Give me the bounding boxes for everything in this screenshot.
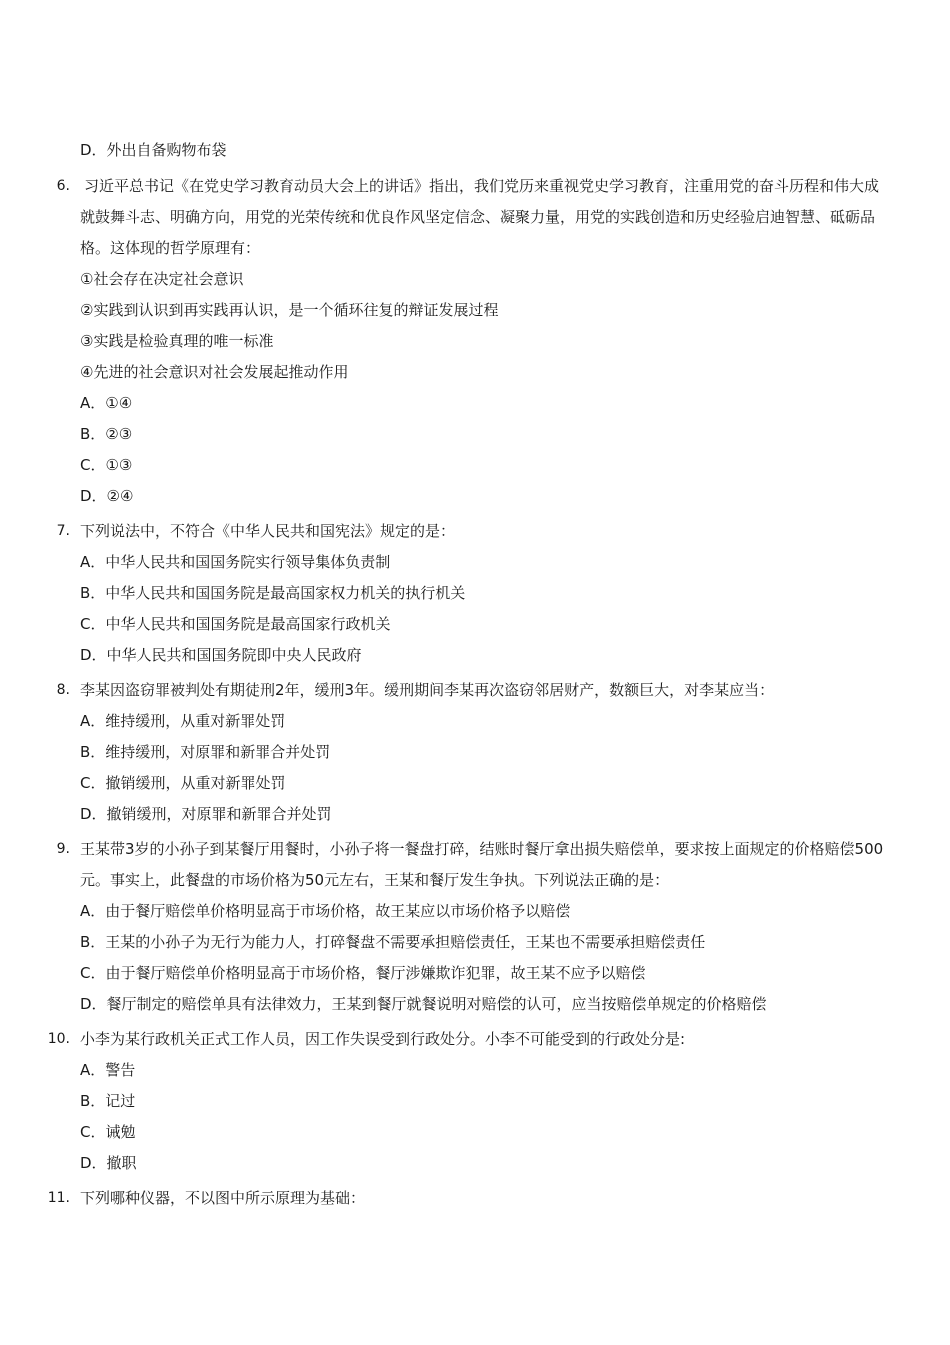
q6-statement-3: ③实践是检验真理的唯一标准 bbox=[80, 332, 274, 350]
q8-number: 8. bbox=[56, 682, 70, 698]
q6-statement-1: ①社会存在决定社会意识 bbox=[80, 270, 244, 288]
q6-option-c: C．①③ bbox=[80, 456, 133, 474]
q11-number: 11. bbox=[47, 1190, 70, 1206]
q6-number: 6. bbox=[56, 178, 70, 194]
q7-option-c: C．中华人民共和国国务院是最高国家行政机关 bbox=[80, 615, 391, 633]
q9-stem-line-2: 元。事实上，此餐盘的市场价格为50元左右，王某和餐厅发生争执。下列说法正确的是： bbox=[80, 871, 670, 889]
q6-stem-line-2: 就鼓舞斗志、明确方向，用党的光荣传统和优良作风坚定信念、凝聚力量，用党的实践创造和历史经验启迪智慧、砥砺品 bbox=[80, 208, 876, 226]
q9-option-a: A．由于餐厅赔偿单价格明显高于市场价格，故王某应以市场价格予以赔偿 bbox=[80, 902, 571, 920]
q6-statement-4: ④先进的社会意识对社会发展起推动作用 bbox=[80, 363, 349, 381]
q7-number: 7. bbox=[56, 523, 70, 539]
q9-option-b: B．王某的小孙子为无行为能力人，打碎餐盘不需要承担赔偿责任，王某也不需要承担赔偿责任 bbox=[80, 933, 706, 951]
q8-option-c: C．撤销缓刑，从重对新罪处罚 bbox=[80, 774, 286, 792]
q10-stem: 小李为某行政机关正式工作人员，因工作失误受到行政处分。小李不可能受到的行政处分是: bbox=[80, 1030, 686, 1048]
q9-number: 9. bbox=[56, 841, 70, 857]
q10-number: 10. bbox=[47, 1031, 70, 1047]
q9-option-c: C．由于餐厅赔偿单价格明显高于市场价格，餐厅涉嫌欺诈犯罪，故王某不应予以赔偿 bbox=[80, 964, 646, 982]
q11-stem: 下列哪种仪器，不以图中所示原理为基础： bbox=[80, 1189, 366, 1207]
q6-option-a: A．①④ bbox=[80, 394, 133, 412]
q7-stem: 下列说法中，不符合《中华人民共和国宪法》规定的是： bbox=[80, 522, 456, 540]
q10-option-d: D．撤职 bbox=[80, 1154, 137, 1172]
q9-option-d: D．餐厅制定的赔偿单具有法律效力，王某到餐厅就餐说明对赔偿的认可，应当按赔偿单规定的价格赔偿 bbox=[80, 995, 767, 1013]
q7-option-d: D．中华人民共和国国务院即中央人民政府 bbox=[80, 646, 362, 664]
q8-option-b: B．维持缓刑，对原罪和新罪合并处罚 bbox=[80, 743, 331, 761]
q8-option-a: A．维持缓刑，从重对新罪处罚 bbox=[80, 712, 286, 730]
q10-option-a: A．警告 bbox=[80, 1061, 136, 1079]
q6-statement-2: ②实践到认识到再实践再认识，是一个循环往复的辩证发展过程 bbox=[80, 301, 499, 319]
q8-option-d: D．撤销缓刑，对原罪和新罪合并处罚 bbox=[80, 805, 332, 823]
q9-stem-line-1: 王某带3岁的小孙子到某餐厅用餐时，小孙子将一餐盘打碎，结账时餐厅拿出损失赔偿单，要求按上面规定的价格赔偿500 bbox=[80, 840, 884, 858]
q6-option-b: B．②③ bbox=[80, 425, 133, 443]
q6-stem-line-1: 习近平总书记《在党史学习教育动员大会上的讲话》指出，我们党历来重视党史学习教育，注重用党的奋斗历程和伟大成 bbox=[84, 177, 880, 195]
q7-option-b: B．中华人民共和国国务院是最高国家权力机关的执行机关 bbox=[80, 584, 466, 602]
q7-option-a: A．中华人民共和国国务院实行领导集体负责制 bbox=[80, 553, 391, 571]
q5-option-d: D．外出自备购物布袋 bbox=[80, 141, 227, 159]
q8-stem: 李某因盗窃罪被判处有期徒刑2年，缓刑3年。缓刑期间李某再次盗窃邻居财产，数额巨大，对李某应当： bbox=[80, 681, 775, 699]
q6-option-d: D．②④ bbox=[80, 487, 134, 505]
q10-option-c: C．诫勉 bbox=[80, 1123, 136, 1141]
q10-option-b: B．记过 bbox=[80, 1092, 136, 1110]
q6-stem-line-3: 格。这体现的哲学原理有： bbox=[80, 239, 261, 257]
